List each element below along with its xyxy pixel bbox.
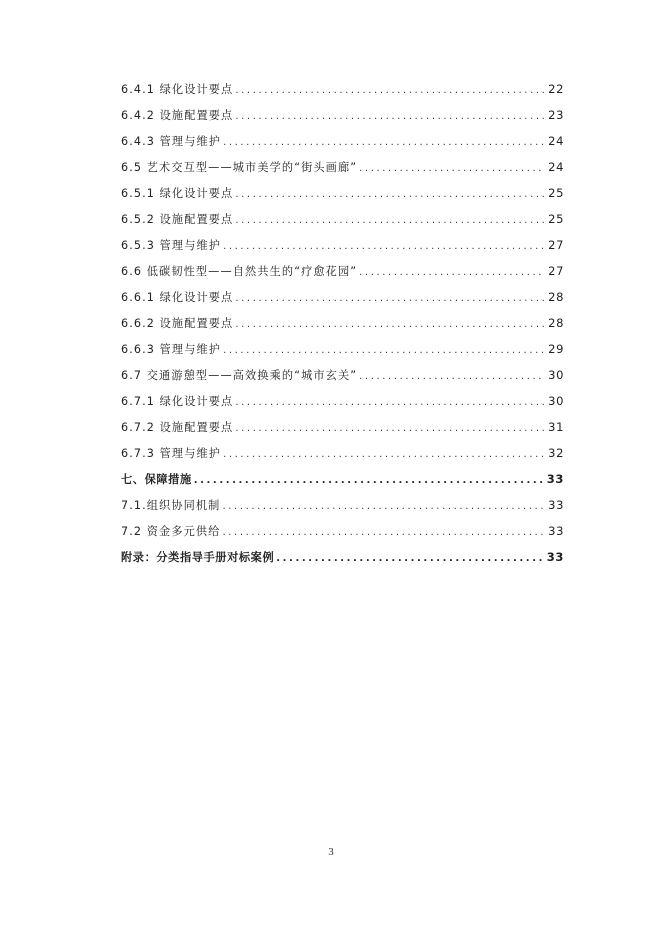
toc-entry-title: 7.1.组织协同机制: [121, 499, 221, 512]
toc-dot-leader: [235, 189, 544, 200]
toc-entry: [121, 315, 564, 341]
toc-entry: [121, 341, 564, 367]
toc-dot-leader: [235, 423, 544, 434]
toc-entry-page: 33: [548, 524, 564, 538]
toc-entry: [121, 133, 564, 159]
toc-dot-leader: [223, 241, 544, 252]
toc-entry-page: 23: [548, 108, 564, 122]
toc-dot-leader: [235, 215, 544, 226]
toc-entry-title: 6.4.2 设施配置要点: [121, 109, 234, 122]
toc-entry-title: 6.4.3 管理与维护: [121, 135, 222, 148]
toc-dot-leader: [359, 163, 544, 174]
toc-dot-leader: [223, 137, 544, 148]
toc-entry-title: 6.6 低碳韧性型——自然共生的“疗愈花园”: [121, 265, 358, 278]
table-of-contents: [121, 81, 564, 575]
toc-entry: [121, 81, 564, 107]
toc-entry: [121, 159, 564, 185]
toc-entry-page: 24: [548, 160, 564, 174]
toc-entry-title: 6.7.1 绿化设计要点: [121, 395, 234, 408]
toc-entry-page: 27: [548, 238, 564, 252]
toc-dot-leader: [235, 293, 544, 304]
toc-entry: [121, 211, 564, 237]
page-number: 3: [328, 846, 334, 858]
toc-entry-page: 30: [548, 394, 564, 408]
toc-dot-leader: [235, 319, 544, 330]
toc-entry-page: 31: [548, 420, 564, 434]
toc-entry-title: 6.6.3 管理与维护: [121, 343, 222, 356]
toc-entry-page: 33: [546, 472, 564, 486]
toc-entry-title: 6.5.1 绿化设计要点: [121, 187, 234, 200]
toc-dot-leader: [194, 475, 543, 486]
toc-entry-page: 28: [548, 290, 564, 304]
toc-entry: [121, 263, 564, 289]
toc-entry-title: 7.2 资金多元供给: [121, 525, 221, 538]
toc-dot-leader: [359, 267, 544, 278]
toc-entry: [121, 107, 564, 133]
toc-entry: [121, 497, 564, 523]
toc-entry-title: 6.5 艺术交互型——城市美学的“街头画廊”: [121, 161, 358, 174]
toc-entry: [121, 185, 564, 211]
toc-dot-leader: [235, 111, 544, 122]
toc-dot-leader: [276, 553, 543, 564]
toc-entry-page: 25: [548, 212, 564, 226]
toc-entry-page: 24: [548, 134, 564, 148]
toc-entry: [121, 471, 564, 497]
toc-entry-title: 6.7.3 管理与维护: [121, 447, 222, 460]
toc-entry: [121, 445, 564, 471]
toc-dot-leader: [235, 85, 544, 96]
toc-entry: [121, 237, 564, 263]
toc-entry-page: 33: [548, 498, 564, 512]
toc-entry-page: 22: [548, 82, 564, 96]
toc-entry-page: 28: [548, 316, 564, 330]
toc-dot-leader: [359, 371, 544, 382]
toc-entry-page: 29: [548, 342, 564, 356]
toc-entry: [121, 289, 564, 315]
toc-dot-leader: [222, 527, 544, 538]
toc-entry-title: 6.7.2 设施配置要点: [121, 421, 234, 434]
toc-entry-title: 6.7 交通游憩型——高效换乘的“城市玄关”: [121, 369, 358, 382]
toc-dot-leader: [222, 501, 544, 512]
toc-entry: [121, 419, 564, 445]
toc-entry: [121, 367, 564, 393]
toc-entry-title: 6.5.3 管理与维护: [121, 239, 222, 252]
toc-entry: [121, 549, 564, 575]
toc-entry-title: 附录：分类指导手册对标案例: [121, 551, 275, 564]
toc-dot-leader: [223, 345, 544, 356]
toc-dot-leader: [223, 449, 544, 460]
toc-entry: [121, 523, 564, 549]
toc-entry-page: 32: [548, 446, 564, 460]
toc-entry-page: 30: [548, 368, 564, 382]
toc-entry-title: 6.5.2 设施配置要点: [121, 213, 234, 226]
toc-entry: [121, 393, 564, 419]
toc-entry-page: 25: [548, 186, 564, 200]
toc-entry-page: 33: [546, 550, 564, 564]
toc-entry-title: 七、保障措施: [121, 473, 192, 486]
toc-entry-title: 6.6.2 设施配置要点: [121, 317, 234, 330]
toc-dot-leader: [235, 397, 544, 408]
toc-entry-page: 27: [548, 264, 564, 278]
toc-entry-title: 6.6.1 绿化设计要点: [121, 291, 234, 304]
toc-entry-title: 6.4.1 绿化设计要点: [121, 83, 234, 96]
